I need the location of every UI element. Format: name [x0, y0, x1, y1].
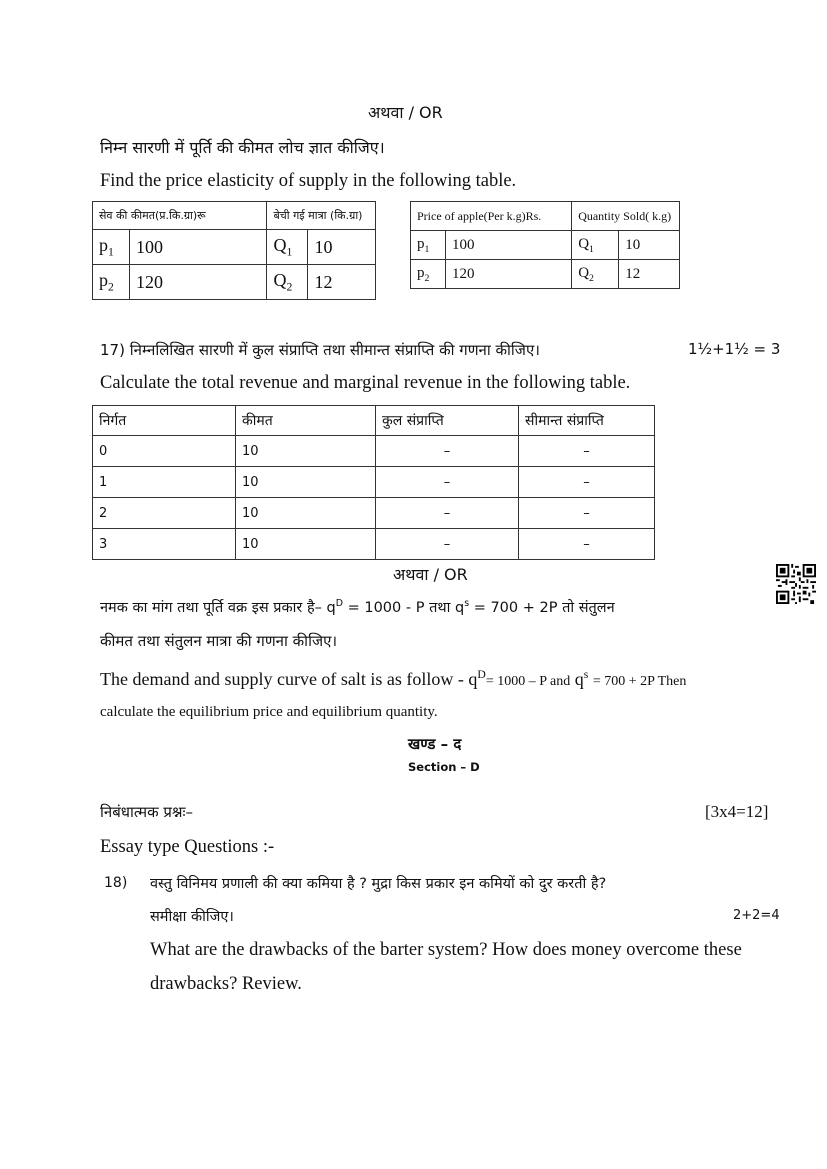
table-row [411, 260, 680, 289]
supply-symbol: q [574, 669, 584, 689]
alt-question-hindi-line2: कीमत तथा संतुलन मात्रा की गणना कीजिए। [100, 632, 338, 650]
table-row [93, 265, 376, 300]
essay-marks: [3x4=12] [705, 802, 769, 821]
demand-equation [327, 600, 425, 616]
alt-question-english-start: The demand and supply curve of salt is as follow - [100, 669, 464, 689]
price-cell: 10 [236, 436, 376, 467]
question-17-line [100, 340, 790, 360]
quantity-symbol: Q [578, 235, 590, 252]
table-row [93, 529, 655, 560]
table-row [93, 467, 655, 498]
alt-question-english-line1 [100, 668, 686, 690]
subscript: 1 [589, 243, 594, 255]
price-cell: 10 [236, 467, 376, 498]
superscript: s [583, 668, 589, 681]
marks: 2+2=4 [733, 908, 780, 923]
table-header: Price of apple(Per k.g)Rs. [411, 202, 572, 231]
superscript: D [335, 598, 343, 610]
section-title-english: Section – D [408, 760, 480, 774]
quantity-cell: 12 [308, 265, 376, 300]
table-header: Quantity Sold( k.g) [572, 202, 680, 231]
price-symbol: p [99, 270, 108, 291]
supply-equation-rest: = 700 + 2P Then [592, 674, 687, 689]
subscript: 1 [108, 245, 114, 259]
supply-symbol: q [454, 600, 465, 616]
alt-question-english-line2: calculate the equilibrium price and equilibrium quantity. [100, 704, 438, 720]
supply-equation [455, 600, 558, 616]
question-number: 18) [104, 875, 128, 891]
price-cell: 100 [130, 230, 267, 265]
qr-code-icon [776, 564, 816, 604]
subscript: 2 [108, 280, 114, 294]
output-cell: 1 [93, 467, 236, 498]
price-cell: 120 [446, 260, 572, 289]
total-revenue-cell: – [376, 467, 519, 498]
price-symbol: p [417, 235, 425, 252]
demand-symbol: q [468, 669, 478, 689]
quantity-cell: 10 [619, 231, 680, 260]
question-17-hindi: निम्नलिखित सारणी में कुल संप्राप्ति तथा सीमान्त संप्राप्ति की गणना कीजिए। [129, 341, 540, 359]
table-row [411, 231, 680, 260]
total-revenue-cell: – [376, 436, 519, 467]
table-header: बेची गई मात्रा (कि.ग्रा) [267, 202, 376, 230]
marginal-revenue-cell: – [519, 529, 655, 560]
question-16-hindi: निम्न सारणी में पूर्ति की कीमत लोच ज्ञात कीजिए। [100, 138, 385, 157]
quantity-symbol: Q [578, 264, 590, 281]
supply-equation-rest: = 700 + 2P [473, 600, 558, 616]
alt-question-hindi-start: नमक का मांग तथा पूर्ति वक्र इस प्रकार है– [100, 600, 322, 616]
question-18-hindi-line1: वस्तु विनिमय प्रणाली की क्या कमिया है ? मुद्रा किस प्रकार इन कमियों को दुर करती है? [150, 876, 607, 892]
marginal-revenue-cell: – [519, 498, 655, 529]
table-header: कुल संप्राप्ति [376, 406, 519, 436]
subscript: 2 [286, 280, 293, 294]
marks: 1½+1½ = 3 [688, 340, 781, 358]
table-row [93, 436, 655, 467]
supply-equation [575, 669, 687, 689]
section-title-hindi: खण्ड – द [408, 735, 462, 753]
subscript: 1 [286, 245, 293, 259]
question-18-english-line2: drawbacks? Review. [150, 974, 302, 994]
question-18-english-line1: What are the drawbacks of the barter system? How does money overcome these [150, 940, 742, 960]
superscript: D [477, 668, 486, 681]
subscript: 2 [424, 272, 430, 284]
alt-question-hindi-end: तो संतुलन [562, 600, 615, 616]
quantity-cell: 12 [619, 260, 680, 289]
price-symbol: p [417, 264, 425, 281]
revenue-table [92, 405, 655, 560]
total-revenue-cell: – [376, 498, 519, 529]
or-label: अथवा / OR [368, 103, 443, 122]
demand-symbol: q [326, 600, 336, 616]
marginal-revenue-cell: – [519, 467, 655, 498]
question-16-english: Find the price elasticity of supply in the following table. [100, 171, 517, 191]
superscript: s [464, 598, 470, 610]
table-header: सेव की कीमत(प्र.कि.ग्रा)रू [93, 202, 267, 230]
table-row [93, 230, 376, 265]
quantity-symbol: Q [273, 235, 287, 256]
output-cell: 2 [93, 498, 236, 529]
table-row [93, 498, 655, 529]
conjunction: तथा [429, 600, 451, 616]
question-18-hindi-line2: समीक्षा कीजिए। [150, 909, 234, 925]
subscript: 1 [424, 243, 430, 255]
or-label: अथवा / OR [393, 565, 468, 584]
essay-heading-english: Essay type Questions :- [100, 837, 275, 857]
demand-equation [468, 669, 570, 689]
price-cell: 100 [446, 231, 572, 260]
quantity-symbol: Q [273, 270, 287, 291]
output-cell: 0 [93, 436, 236, 467]
alt-question-hindi-line1 [100, 597, 615, 617]
price-cell: 10 [236, 498, 376, 529]
supply-table-hindi [92, 201, 376, 300]
table-header: निर्गत [93, 406, 236, 436]
demand-equation-rest: = 1000 - P [347, 600, 425, 616]
subscript: 2 [589, 272, 594, 284]
table-header: कीमत [236, 406, 376, 436]
supply-table-english [410, 201, 680, 289]
essay-heading-hindi: निबंधात्मक प्रश्नः– [100, 803, 194, 821]
marginal-revenue-cell: – [519, 436, 655, 467]
output-cell: 3 [93, 529, 236, 560]
table-header: सीमान्त संप्राप्ति [519, 406, 655, 436]
total-revenue-cell: – [376, 529, 519, 560]
price-cell: 120 [130, 265, 267, 300]
quantity-cell: 10 [308, 230, 376, 265]
demand-equation-rest: = 1000 – P and [485, 674, 571, 689]
question-number: 17) [100, 341, 125, 359]
question-17-english: Calculate the total revenue and marginal revenue in the following table. [100, 373, 631, 393]
price-cell: 10 [236, 529, 376, 560]
price-symbol: p [99, 235, 108, 256]
